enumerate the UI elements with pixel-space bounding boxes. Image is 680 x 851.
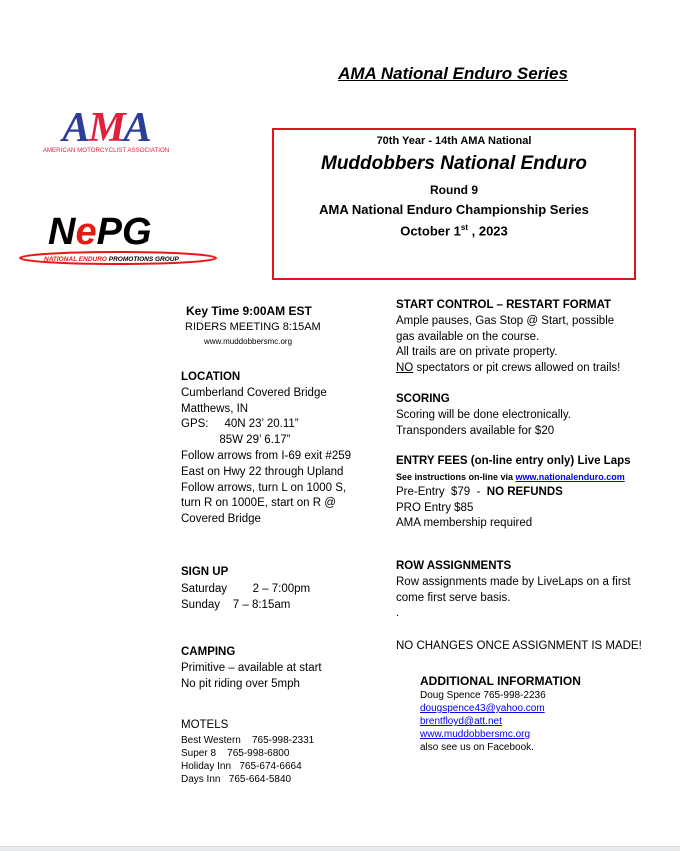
row-assignments-section — [396, 559, 631, 622]
anniversary-text: 70th Year - 14th AMA National — [376, 135, 532, 147]
location-line: Matthews, IN — [181, 402, 249, 415]
location-line: Covered Bridge — [181, 513, 261, 526]
pro-entry-line: PRO Entry $85 — [396, 501, 474, 514]
contact-line: Doug Spence 765-998-2236 — [420, 690, 546, 701]
location-line: Cumberland Covered Bridge — [181, 386, 327, 399]
key-time: Key Time 9:00AM EST — [186, 304, 312, 318]
svg-text:AMA: AMA — [62, 105, 150, 151]
start-control-section — [396, 298, 620, 377]
start-control-line: Ample pauses, Gas Stop @ Start, possible — [396, 314, 615, 327]
location-line: East on Hwy 22 through Upland — [181, 465, 344, 478]
series-title: AMA National Enduro Series — [338, 64, 568, 83]
riders-meeting: RIDERS MEETING 8:15AM — [185, 321, 321, 333]
svg-text:NATIONAL ENDURO PROMOTIONS GRO: NATIONAL ENDURO PROMOTIONS GROUP — [44, 256, 179, 263]
row-assignments-line: . — [396, 607, 400, 620]
club-website: www.muddobbersmc.org — [204, 337, 293, 346]
location-line: Follow arrows, turn L on 1000 S, — [181, 481, 347, 494]
ama-logo — [36, 104, 176, 154]
signup-line: Sunday 7 – 8:15am — [181, 599, 291, 611]
event-date: October 1st , 2023 — [400, 223, 508, 239]
additional-info-heading: ADDITIONAL INFORMATION — [420, 674, 581, 688]
location-line: Follow arrows from I-69 exit #259 — [181, 449, 352, 462]
championship-text: AMA National Enduro Championship Series — [319, 202, 589, 217]
scoring-line: Scoring will be done electronically. — [396, 408, 571, 421]
instructions-line: See instructions on-line via www.nationalenduro.com — [396, 471, 625, 482]
svg-text:NePG: NePG — [48, 211, 152, 253]
motels-section — [181, 718, 314, 786]
email-link-doug[interactable]: dougspence43@yahoo.com — [420, 703, 545, 714]
location-line: turn R on 1000E, start on R @ — [181, 497, 336, 510]
facebook-line: also see us on Facebook. — [420, 742, 534, 753]
location-heading: LOCATION — [181, 371, 241, 383]
gps-line: GPS: 40N 23’ 20.11” — [181, 418, 299, 431]
row-assignments-heading: ROW ASSIGNMENTS — [396, 560, 512, 572]
nationalenduro-link[interactable]: www.nationalenduro.com — [515, 471, 625, 482]
email-link-brent[interactable]: brentfloyd@att.net — [420, 716, 502, 727]
gps-line: 85W 29’ 6.17” — [181, 434, 291, 447]
location-section — [181, 370, 351, 528]
scoring-section — [396, 392, 571, 439]
additional-info-section — [420, 674, 581, 754]
camping-heading: CAMPING — [181, 646, 236, 658]
camping-section — [181, 645, 322, 692]
start-control-line: All trails are on private property. — [396, 346, 558, 359]
entry-fees-heading: ENTRY FEES (on-line entry only) Live Laps — [396, 455, 631, 467]
camping-line: No pit riding over 5mph — [181, 677, 300, 690]
no-changes-notice: NO CHANGES ONCE ASSIGNMENT IS MADE! — [396, 640, 642, 652]
scoring-heading: SCORING — [396, 393, 450, 405]
nepg-logo — [18, 208, 224, 268]
row-assignments-line: come first serve basis. — [396, 591, 511, 604]
event-info-box — [272, 128, 636, 280]
pre-entry-line: Pre-Entry $79 - NO REFUNDS — [396, 485, 563, 498]
signup-section — [181, 564, 310, 614]
website-link[interactable]: www.muddobbersmc.org — [420, 729, 531, 740]
motel-line: Days Inn 765-664-5840 — [181, 773, 292, 785]
no-spectators-line: NO spectators or pit crews allowed on trails! — [396, 362, 621, 375]
entry-fees-section — [396, 454, 631, 532]
motels-heading: MOTELS — [181, 719, 229, 731]
motel-line: Super 8 765-998-6800 — [181, 747, 290, 759]
start-control-heading: START CONTROL – RESTART FORMAT — [396, 299, 612, 311]
svg-text:AMERICAN MOTORCYCLIST ASSOCIAT: AMERICAN MOTORCYCLIST ASSOCIATION — [42, 147, 170, 154]
signup-line: Saturday 2 – 7:00pm — [181, 582, 311, 595]
signup-heading: SIGN UP — [181, 566, 229, 578]
camping-line: Primitive – available at start — [181, 661, 322, 674]
event-name: Muddobbers National Enduro — [321, 153, 587, 174]
row-assignments-line: Row assignments made by LiveLaps on a first — [396, 575, 631, 588]
scoring-line: Transponders available for $20 — [396, 424, 555, 437]
motel-line: Best Western 765-998-2331 — [181, 734, 315, 746]
start-control-line: gas available on the course. — [396, 330, 540, 343]
motel-line: Holiday Inn 765-674-6664 — [181, 760, 302, 772]
page-bottom-edge — [0, 846, 680, 851]
round-text: Round 9 — [430, 183, 478, 197]
membership-line: AMA membership required — [396, 517, 533, 530]
